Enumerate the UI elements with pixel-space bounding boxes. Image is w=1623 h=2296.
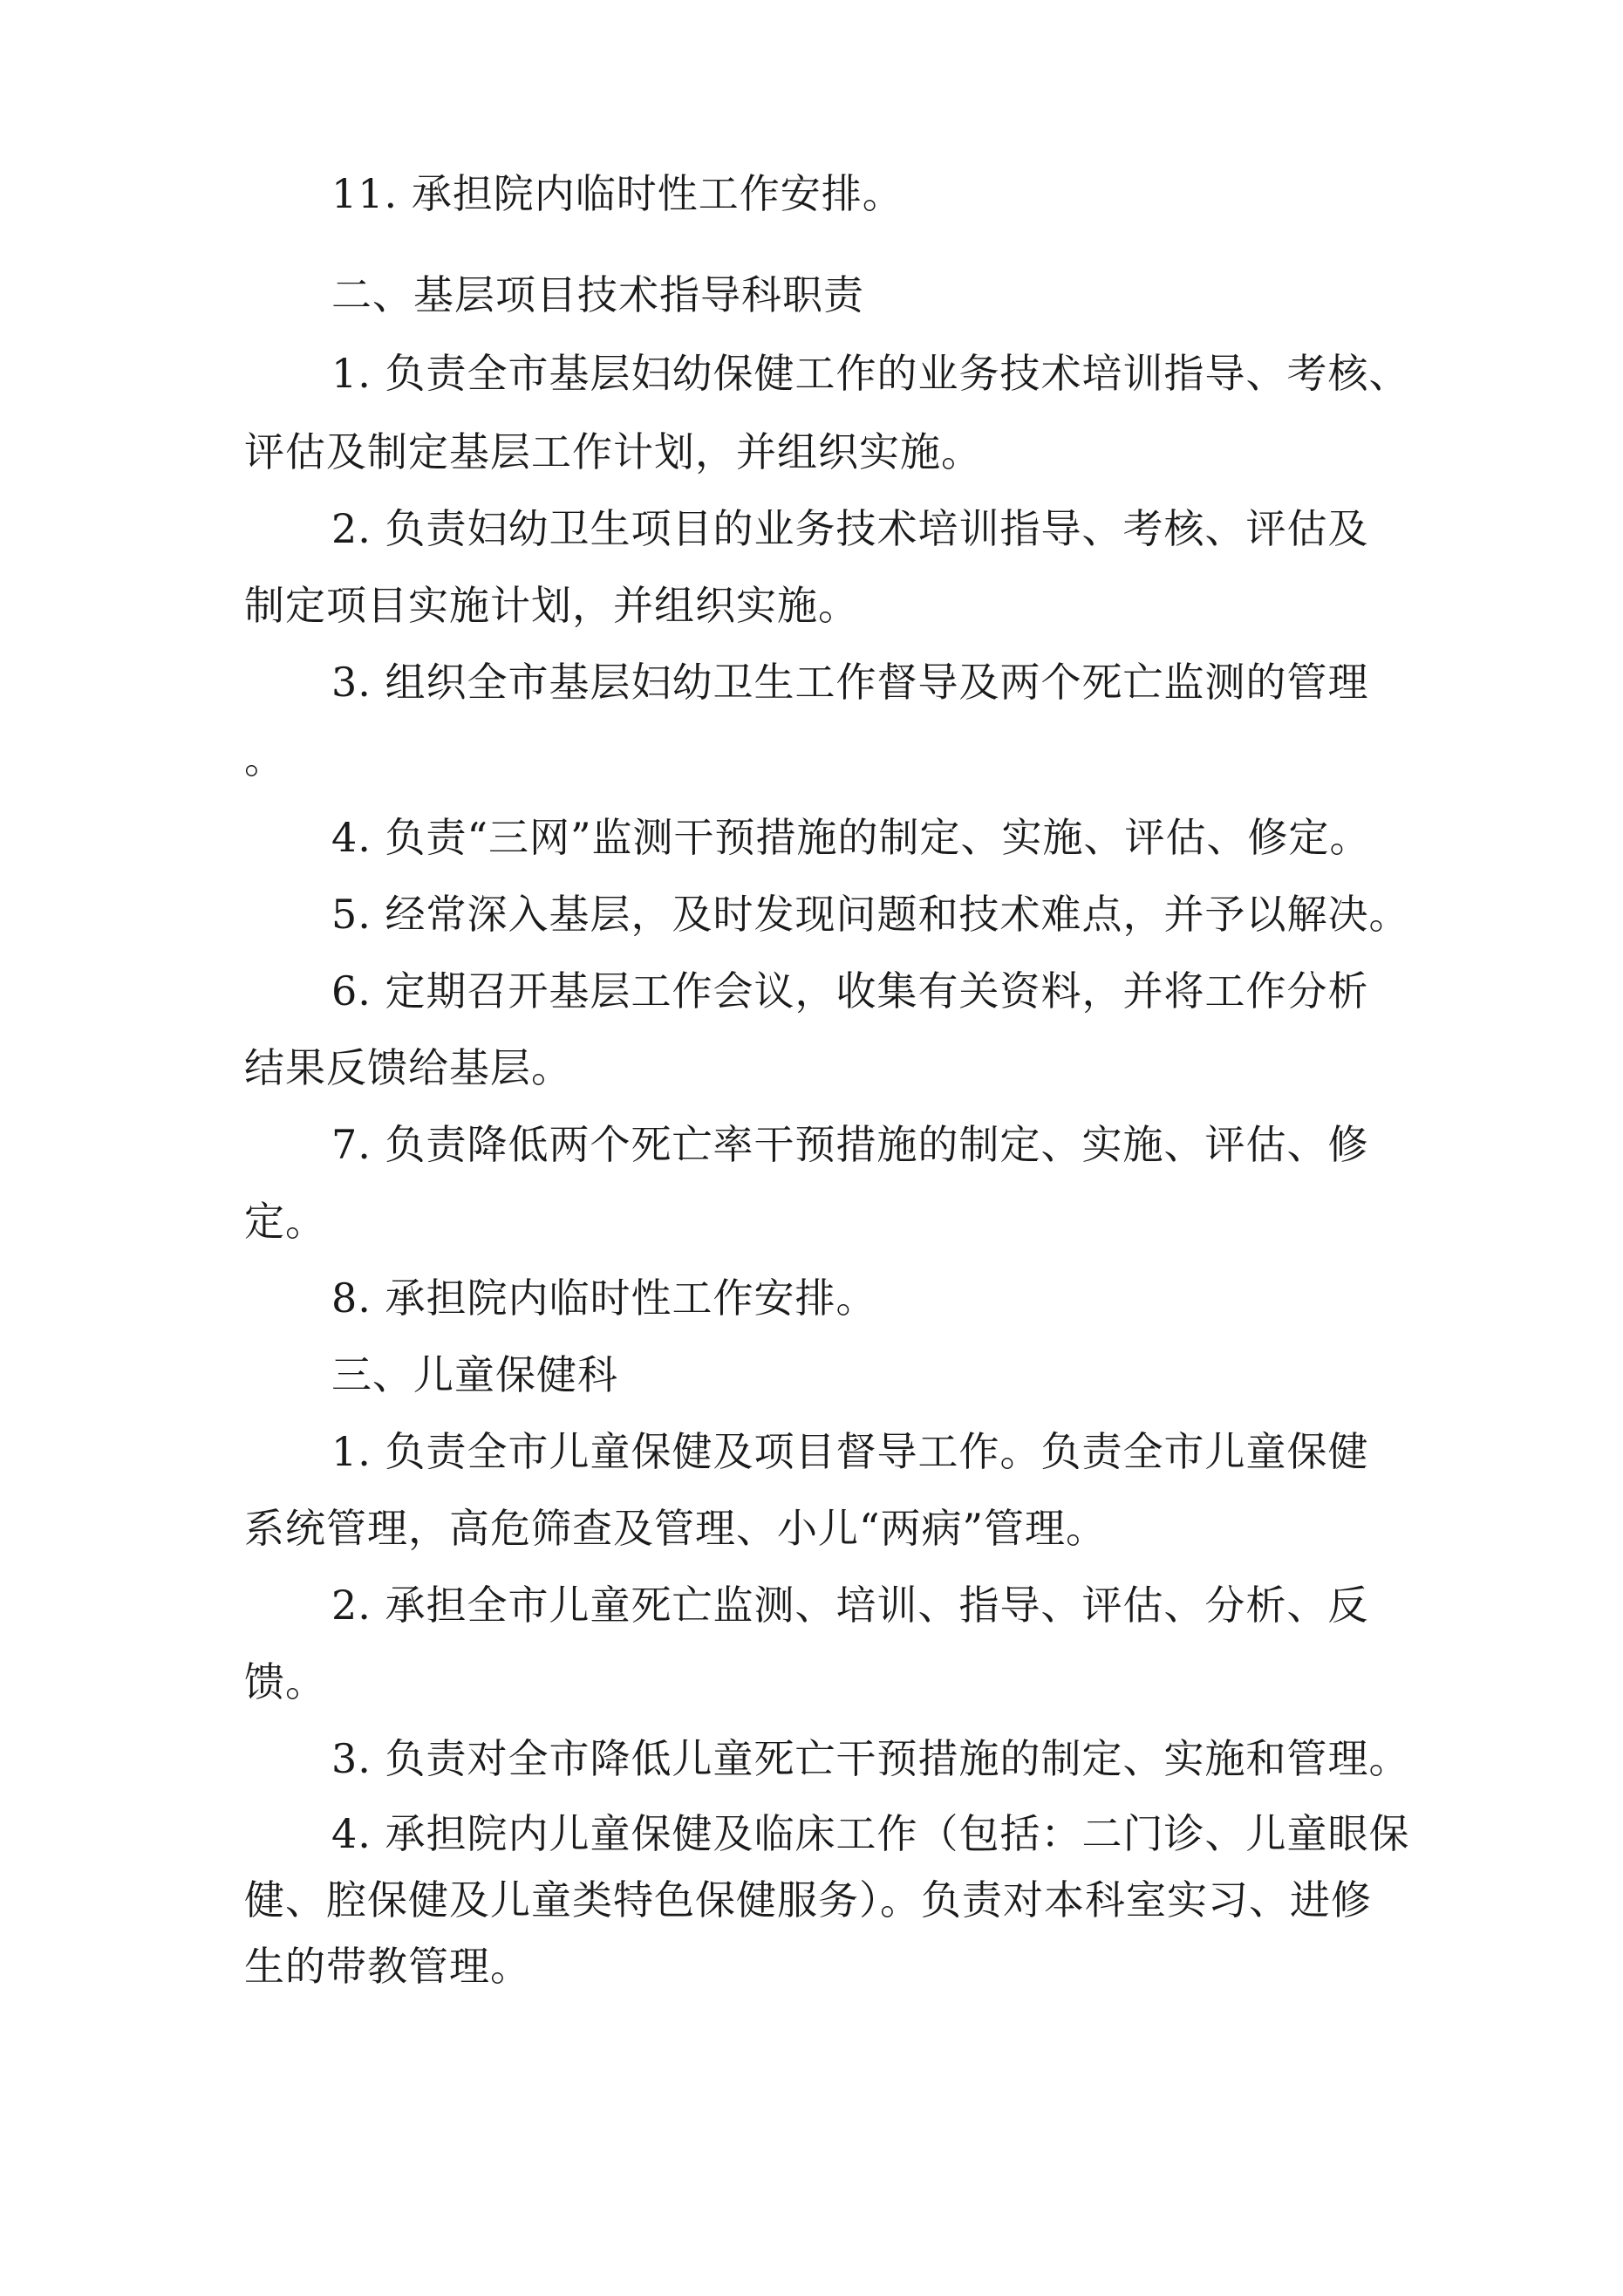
child-item-4-line-3: 生的带教管理。 <box>244 1943 531 1990</box>
item-6-line-1: 6. 定期召开基层工作会议，收集有关资料，并将工作分析 <box>331 967 1369 1015</box>
item-1-line-1: 1. 负责全市基层妇幼保健工作的业务技术培训指导、考核、 <box>331 350 1410 397</box>
child-item-1-line-2: 系统管理，高危筛查及管理、小儿“两病”管理。 <box>244 1505 1108 1552</box>
item-2-line-2: 制定项目实施计划，并组织实施。 <box>244 582 859 629</box>
item-8-text: 8. 承担院内临时性工作安排。 <box>331 1274 877 1322</box>
item-4-text: 4. 负责“三网”监测干预措施的制定、实施、评估、修定。 <box>331 814 1371 861</box>
item-7-line-2: 定。 <box>244 1198 326 1245</box>
section-heading-2: 二、基层项目技术指导科职责 <box>331 271 864 318</box>
item-1-line-2: 评估及制定基层工作计划，并组织实施。 <box>244 428 982 475</box>
item-5-text: 5. 经常深入基层，及时发现问题和技术难点，并予以解决。 <box>331 891 1410 938</box>
child-item-3-text: 3. 负责对全市降低儿童死亡干预措施的制定、实施和管理。 <box>331 1735 1410 1782</box>
item-11-text: 11. 承担院内临时性工作安排。 <box>331 170 904 217</box>
item-6-line-2: 结果反馈给基层。 <box>244 1044 572 1091</box>
item-2-line-1: 2. 负责妇幼卫生项目的业务技术培训指导、考核、评估及 <box>331 505 1369 552</box>
child-item-1-line-1: 1. 负责全市儿童保健及项目督导工作。负责全市儿童保健 <box>331 1428 1369 1475</box>
child-item-2-line-2: 馈。 <box>244 1658 326 1705</box>
item-3-line-2: 。 <box>244 735 285 782</box>
child-item-2-line-1: 2. 承担全市儿童死亡监测、培训、指导、评估、分析、反 <box>331 1582 1369 1629</box>
child-item-4-line-2: 健、腔保健及儿童类特色保健服务）。负责对本科室实习、进修 <box>244 1876 1372 1924</box>
section-heading-3: 三、儿童保健科 <box>331 1351 618 1398</box>
child-item-4-line-1: 4. 承担院内儿童保健及临床工作（包括：二门诊、儿童眼保 <box>331 1810 1410 1857</box>
item-3-line-1: 3. 组织全市基层妇幼卫生工作督导及两个死亡监测的管理 <box>331 659 1369 706</box>
item-7-line-1: 7. 负责降低两个死亡率干预措施的制定、实施、评估、修 <box>331 1121 1369 1168</box>
